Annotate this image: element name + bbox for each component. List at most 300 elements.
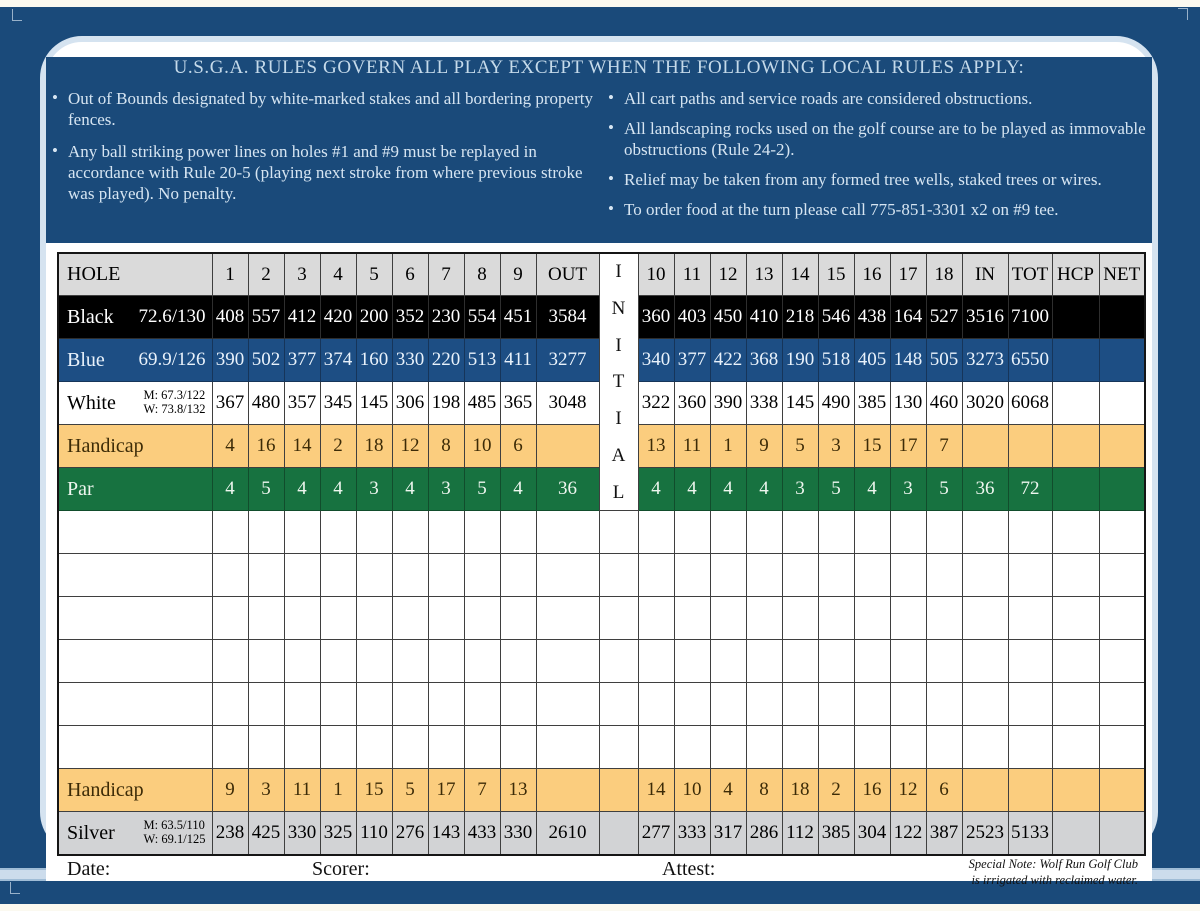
par-cell: 4 <box>500 468 536 511</box>
tee-name: Black <box>67 305 114 328</box>
yardage-cell: 412 <box>284 296 320 339</box>
hcp-cell <box>1052 511 1099 554</box>
handicap-cell: 5 <box>392 769 428 812</box>
score-entry-cell <box>500 726 536 769</box>
par-cell: 5 <box>248 468 284 511</box>
yardage-cell: 460 <box>926 382 962 425</box>
handicap-cell: 6 <box>926 769 962 812</box>
tee-name: Handicap <box>67 434 144 457</box>
initial-entry-cell <box>599 511 638 554</box>
handicap-cell: 6 <box>500 425 536 468</box>
yardage-cell: 490 <box>818 382 854 425</box>
in-total-cell: 3020 <box>962 382 1008 425</box>
yardage-cell: 164 <box>890 296 926 339</box>
in-total-cell: 36 <box>962 468 1008 511</box>
score-entry-cell <box>854 640 890 683</box>
hole-header-cell: 6 <box>392 253 428 296</box>
score-entry-cell <box>890 683 926 726</box>
yardage-cell: 304 <box>854 812 890 856</box>
handicap-cell: 7 <box>464 769 500 812</box>
yardage-cell: 385 <box>818 812 854 856</box>
handicap-cell: 3 <box>818 425 854 468</box>
yardage-cell: 390 <box>212 339 248 382</box>
hole-header-cell: 12 <box>710 253 746 296</box>
handicap-cell: 8 <box>428 425 464 468</box>
par-cell: 4 <box>710 468 746 511</box>
par-cell: 3 <box>356 468 392 511</box>
score-entry-cell <box>212 640 248 683</box>
score-entry-cell <box>854 597 890 640</box>
hole-header-cell: 13 <box>746 253 782 296</box>
par-cell: 4 <box>746 468 782 511</box>
signature-footer <box>46 856 1152 888</box>
score-entry-cell <box>710 554 746 597</box>
in-header-cell: IN <box>962 253 1008 296</box>
rule-item <box>52 88 600 130</box>
yardage-cell: 527 <box>926 296 962 339</box>
in-total-cell: 3273 <box>962 339 1008 382</box>
scorecard-table <box>57 252 1146 856</box>
row-label-empty <box>58 683 212 726</box>
tee-rating: 72.6/130 <box>138 306 206 327</box>
score-entry-cell <box>818 597 854 640</box>
yardage-cell: 330 <box>284 812 320 856</box>
tee-name: Handicap <box>67 778 144 801</box>
hcp-cell <box>1052 683 1099 726</box>
rule-text: To order food at the turn please call 775-851-3301 x2 on #9 tee. <box>624 200 1059 220</box>
score-entry-cell <box>818 640 854 683</box>
rule-item <box>52 141 600 204</box>
grand-total-cell: 6068 <box>1008 382 1052 425</box>
score-entry-cell <box>1008 597 1052 640</box>
special-note-line: Special Note: Wolf Run Golf Club <box>968 857 1138 871</box>
score-entry-cell <box>674 597 710 640</box>
yardage-cell: 368 <box>746 339 782 382</box>
yardage-cell: 143 <box>428 812 464 856</box>
score-entry-cell <box>212 597 248 640</box>
yardage-cell: 317 <box>710 812 746 856</box>
score-entry-cell <box>782 683 818 726</box>
score-entry-cell <box>428 726 464 769</box>
score-entry-cell <box>464 554 500 597</box>
yardage-cell: 425 <box>248 812 284 856</box>
score-entry-cell <box>356 597 392 640</box>
special-note-line: is irrigated with reclaimed water. <box>971 873 1138 888</box>
out-total-cell <box>536 769 599 812</box>
score-entry-cell <box>1008 554 1052 597</box>
yardage-cell: 374 <box>320 339 356 382</box>
par-cell: 3 <box>782 468 818 511</box>
yardage-cell: 557 <box>248 296 284 339</box>
score-entry-cell <box>674 726 710 769</box>
yardage-cell: 340 <box>638 339 674 382</box>
initial-entry-cell <box>599 597 638 640</box>
yardage-cell: 554 <box>464 296 500 339</box>
in-total-cell <box>962 769 1008 812</box>
score-entry-cell <box>284 640 320 683</box>
handicap-cell: 13 <box>500 769 536 812</box>
score-entry-cell <box>392 640 428 683</box>
score-entry-cell <box>248 683 284 726</box>
handicap-cell: 2 <box>320 425 356 468</box>
hcp-cell <box>1052 726 1099 769</box>
crop-mark-icon <box>10 882 20 894</box>
handicap-cell: 1 <box>320 769 356 812</box>
tee-rating: 69.9/126 <box>138 349 206 370</box>
initial-letter: T <box>612 371 625 393</box>
tee-rating: M: 63.5/110 W: 69.1/125 <box>143 818 206 846</box>
hole-header-cell: 9 <box>500 253 536 296</box>
rule-item <box>608 118 1152 160</box>
score-entry-cell <box>320 554 356 597</box>
out-total-cell <box>536 425 599 468</box>
score-entry-cell <box>674 640 710 683</box>
out-total-cell: 2610 <box>536 812 599 856</box>
handicap-cell: 11 <box>284 769 320 812</box>
score-entry-cell <box>248 640 284 683</box>
score-entry-cell <box>638 640 674 683</box>
grand-total-cell <box>1008 769 1052 812</box>
yardage-cell: 276 <box>392 812 428 856</box>
score-entry-cell <box>854 683 890 726</box>
bullet-icon: • <box>608 199 614 219</box>
hole-header-cell: 5 <box>356 253 392 296</box>
net-cell <box>1099 769 1145 812</box>
yardage-cell: 330 <box>392 339 428 382</box>
score-entry-cell <box>818 554 854 597</box>
score-entry-cell <box>1008 726 1052 769</box>
par-cell: 5 <box>818 468 854 511</box>
net-cell <box>1099 812 1145 856</box>
score-entry-cell <box>746 683 782 726</box>
hole-header-cell: 16 <box>854 253 890 296</box>
initial-letter: N <box>611 297 626 319</box>
score-entry-cell <box>638 683 674 726</box>
score-entry-cell <box>818 511 854 554</box>
local-rules-section <box>46 57 1152 243</box>
tee-name: Silver <box>67 821 115 844</box>
yardage-cell: 451 <box>500 296 536 339</box>
handicap-cell: 15 <box>356 769 392 812</box>
net-cell <box>1099 339 1145 382</box>
handicap-cell: 12 <box>392 425 428 468</box>
par-cell: 4 <box>212 468 248 511</box>
initial-letter: A <box>611 445 626 467</box>
score-entry-cell <box>536 726 599 769</box>
score-entry-cell <box>464 511 500 554</box>
par-cell: 3 <box>428 468 464 511</box>
score-entry-cell <box>638 511 674 554</box>
yardage-cell: 360 <box>638 296 674 339</box>
row-label-handicap <box>58 425 212 468</box>
rule-text: Any ball striking power lines on holes #1 and #9 must be replayed in accordance with Rule 20-5 (playing next stroke from where previous stroke was played). No penalty. <box>68 142 583 204</box>
score-entry-cell <box>428 554 464 597</box>
score-entry-cell <box>392 511 428 554</box>
score-entry-cell <box>464 597 500 640</box>
score-entry-cell <box>710 683 746 726</box>
scorecard-panel <box>40 36 1158 888</box>
score-entry-cell <box>428 511 464 554</box>
yardage-cell: 145 <box>782 382 818 425</box>
hole-header-cell: 10 <box>638 253 674 296</box>
yardage-cell: 277 <box>638 812 674 856</box>
handicap-cell: 18 <box>782 769 818 812</box>
score-entry-cell <box>926 511 962 554</box>
score-entry-cell <box>428 640 464 683</box>
yardage-cell: 333 <box>674 812 710 856</box>
score-entry-cell <box>962 597 1008 640</box>
yardage-cell: 190 <box>782 339 818 382</box>
hole-header-cell: 14 <box>782 253 818 296</box>
score-entry-cell <box>890 554 926 597</box>
score-entry-cell <box>890 640 926 683</box>
handicap-cell: 13 <box>638 425 674 468</box>
tot-header-cell: TOT <box>1008 253 1052 296</box>
rule-item <box>608 169 1152 190</box>
hcp-cell <box>1052 425 1099 468</box>
grand-total-cell <box>1008 425 1052 468</box>
yardage-cell: 450 <box>710 296 746 339</box>
par-cell: 3 <box>890 468 926 511</box>
score-entry-cell <box>284 726 320 769</box>
score-entry-cell <box>854 726 890 769</box>
net-cell <box>1099 640 1145 683</box>
grand-total-cell: 6550 <box>1008 339 1052 382</box>
out-total-cell: 36 <box>536 468 599 511</box>
score-entry-cell <box>392 726 428 769</box>
score-entry-cell <box>464 640 500 683</box>
handicap-cell: 17 <box>428 769 464 812</box>
yardage-cell: 505 <box>926 339 962 382</box>
crop-mark-icon <box>1178 8 1188 20</box>
score-row <box>58 726 1145 769</box>
yardage-cell: 411 <box>500 339 536 382</box>
handicap-cell: 1 <box>710 425 746 468</box>
row-label-black <box>58 296 212 339</box>
row-label-empty <box>58 511 212 554</box>
page-edge-strip-top <box>0 0 1200 7</box>
hole-header-cell: 2 <box>248 253 284 296</box>
handicap-cell: 17 <box>890 425 926 468</box>
score-entry-cell <box>746 511 782 554</box>
rule-item <box>608 88 1152 109</box>
yardage-cell: 322 <box>638 382 674 425</box>
row-label-handicap <box>58 769 212 812</box>
initial-letter: L <box>612 481 625 503</box>
row-label-empty <box>58 640 212 683</box>
score-entry-cell <box>536 511 599 554</box>
handicap-cell: 4 <box>710 769 746 812</box>
bullet-icon: • <box>608 118 614 138</box>
par-cell: 4 <box>284 468 320 511</box>
yardage-cell: 330 <box>500 812 536 856</box>
yardage-cell: 122 <box>890 812 926 856</box>
par-cell: 5 <box>926 468 962 511</box>
score-entry-cell <box>818 683 854 726</box>
hole-header-cell: 15 <box>818 253 854 296</box>
score-entry-cell <box>782 726 818 769</box>
score-entry-cell <box>248 554 284 597</box>
score-entry-cell <box>392 683 428 726</box>
net-cell <box>1099 425 1145 468</box>
score-entry-cell <box>320 597 356 640</box>
initial-entry-cell <box>599 683 638 726</box>
handicap-cell: 2 <box>818 769 854 812</box>
par-cell: 4 <box>392 468 428 511</box>
hcp-cell <box>1052 597 1099 640</box>
row-label-empty <box>58 554 212 597</box>
grand-total-cell: 5133 <box>1008 812 1052 856</box>
net-cell <box>1099 597 1145 640</box>
score-entry-cell <box>536 683 599 726</box>
score-entry-cell <box>212 554 248 597</box>
yardage-cell: 405 <box>854 339 890 382</box>
score-entry-cell <box>890 726 926 769</box>
par-cell: 4 <box>320 468 356 511</box>
initial-entry-cell <box>599 640 638 683</box>
par-cell: 4 <box>854 468 890 511</box>
score-entry-cell <box>320 726 356 769</box>
yardage-cell: 130 <box>890 382 926 425</box>
initial-letter: I <box>615 408 622 430</box>
net-cell <box>1099 468 1145 511</box>
handicap-cell: 16 <box>248 425 284 468</box>
yardage-cell: 367 <box>212 382 248 425</box>
score-entry-cell <box>926 640 962 683</box>
score-entry-cell <box>782 554 818 597</box>
par-cell: 4 <box>674 468 710 511</box>
tee-name: Par <box>67 477 94 500</box>
yardage-cell: 408 <box>212 296 248 339</box>
yardage-cell: 518 <box>818 339 854 382</box>
score-entry-cell <box>890 597 926 640</box>
hcp-cell <box>1052 382 1099 425</box>
par-cell: 4 <box>638 468 674 511</box>
score-entry-cell <box>356 511 392 554</box>
score-entry-cell <box>710 511 746 554</box>
score-entry-cell <box>674 511 710 554</box>
handicap-cell: 5 <box>782 425 818 468</box>
score-entry-cell <box>854 511 890 554</box>
score-entry-cell <box>854 554 890 597</box>
rules-title: U.S.G.A. RULES GOVERN ALL PLAY EXCEPT WHEN THE FOLLOWING LOCAL RULES APPLY: <box>173 57 1025 78</box>
initial-entry-cell <box>599 726 638 769</box>
row-label-white <box>58 382 212 425</box>
handicap-cell: 14 <box>638 769 674 812</box>
row-label-empty <box>58 597 212 640</box>
out-total-cell: 3277 <box>536 339 599 382</box>
page-edge-strip-bottom <box>0 904 1200 911</box>
bullet-icon: • <box>52 88 58 107</box>
yardage-cell: 220 <box>428 339 464 382</box>
score-entry-cell <box>782 640 818 683</box>
handicap-cell: 9 <box>212 769 248 812</box>
yardage-cell: 513 <box>464 339 500 382</box>
row-label-empty <box>58 726 212 769</box>
handicap-cell: 16 <box>854 769 890 812</box>
hcp-cell <box>1052 812 1099 856</box>
net-cell <box>1099 726 1145 769</box>
score-entry-cell <box>746 554 782 597</box>
score-entry-cell <box>638 554 674 597</box>
yardage-cell: 357 <box>284 382 320 425</box>
par-cell: 5 <box>464 468 500 511</box>
score-entry-cell <box>500 554 536 597</box>
score-entry-cell <box>284 511 320 554</box>
score-entry-cell <box>1008 683 1052 726</box>
yardage-cell: 306 <box>392 382 428 425</box>
bullet-icon: • <box>608 88 614 107</box>
score-entry-cell <box>926 726 962 769</box>
yardage-cell: 360 <box>674 382 710 425</box>
score-entry-cell <box>638 597 674 640</box>
grand-total-cell: 72 <box>1008 468 1052 511</box>
handicap-cell: 14 <box>284 425 320 468</box>
net-header-cell: NET <box>1099 253 1145 296</box>
initial-letter: I <box>615 334 622 356</box>
hole-header-cell: 4 <box>320 253 356 296</box>
yardage-cell: 403 <box>674 296 710 339</box>
yardage-cell: 390 <box>710 382 746 425</box>
initial-entry-cell <box>599 554 638 597</box>
handicap-cell: 10 <box>674 769 710 812</box>
bullet-icon: • <box>608 169 614 189</box>
score-row <box>58 597 1145 640</box>
score-row <box>58 640 1145 683</box>
score-entry-cell <box>500 511 536 554</box>
row-label-blue <box>58 339 212 382</box>
yardage-cell: 546 <box>818 296 854 339</box>
yardage-cell: 377 <box>284 339 320 382</box>
score-entry-cell <box>746 726 782 769</box>
score-entry-cell <box>962 726 1008 769</box>
score-row <box>58 683 1145 726</box>
initial-letter: I <box>615 261 622 282</box>
initial-entry-cell <box>599 812 638 856</box>
handicap-cell: 18 <box>356 425 392 468</box>
tee-rating: M: 67.3/122 W: 73.8/132 <box>143 388 206 416</box>
hole-header-cell: 11 <box>674 253 710 296</box>
yardage-cell: 420 <box>320 296 356 339</box>
score-entry-cell <box>356 683 392 726</box>
score-entry-cell <box>212 683 248 726</box>
score-entry-cell <box>926 597 962 640</box>
hole-header-cell: 18 <box>926 253 962 296</box>
yardage-cell: 438 <box>854 296 890 339</box>
yardage-cell: 286 <box>746 812 782 856</box>
yardage-cell: 387 <box>926 812 962 856</box>
hcp-cell <box>1052 554 1099 597</box>
hcp-cell <box>1052 640 1099 683</box>
in-total-cell <box>962 425 1008 468</box>
score-entry-cell <box>248 726 284 769</box>
score-entry-cell <box>926 554 962 597</box>
score-entry-cell <box>500 597 536 640</box>
score-entry-cell <box>536 640 599 683</box>
net-cell <box>1099 296 1145 339</box>
score-entry-cell <box>782 597 818 640</box>
yardage-cell: 385 <box>854 382 890 425</box>
score-entry-cell <box>674 554 710 597</box>
handicap-cell: 7 <box>926 425 962 468</box>
hcp-cell <box>1052 296 1099 339</box>
score-entry-cell <box>392 554 428 597</box>
score-entry-cell <box>284 597 320 640</box>
rules-list-right <box>600 88 1152 229</box>
yardage-cell: 218 <box>782 296 818 339</box>
handicap-cell: 10 <box>464 425 500 468</box>
score-entry-cell <box>746 597 782 640</box>
